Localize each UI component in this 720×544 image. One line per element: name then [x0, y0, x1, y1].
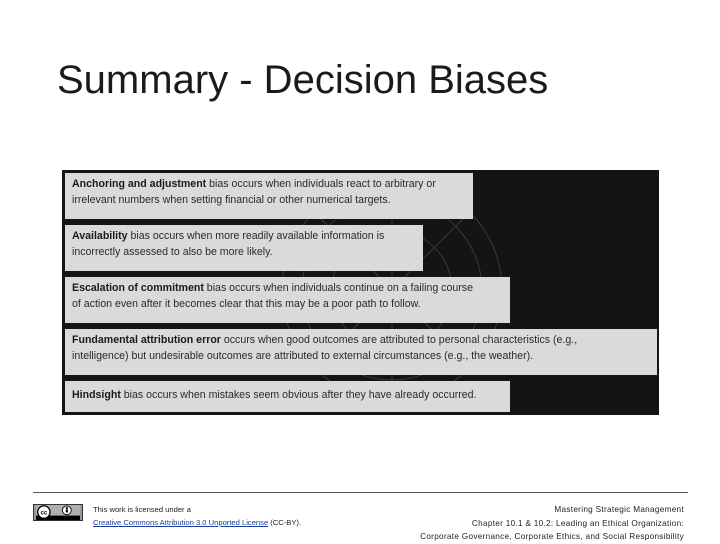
- bias-term: Escalation of commitment: [72, 282, 204, 294]
- bias-availability: [65, 225, 423, 271]
- license-prefix: This work is licensed under a: [93, 505, 191, 514]
- bias-hindsight: [65, 381, 510, 412]
- footer-divider: [33, 492, 688, 493]
- bias-description-line1: bias occurs when mistakes seem obvious after they have already occurred.: [120, 389, 477, 401]
- chapter-subtitle: Corporate Governance, Corporate Ethics, and Social Responsibility: [420, 532, 684, 541]
- bias-description-line1: bias occurs when individuals continue on a failing course: [203, 282, 473, 294]
- bias-description-line1: occurs when good outcomes are attributed to personal characteristics (e.g.,: [220, 334, 578, 346]
- bias-summary-panel: [62, 170, 659, 415]
- slide-title: Summary - Decision Biases: [57, 58, 549, 102]
- bias-description-line2: intelligence) but undesirable outcomes are attributed to external circumstances (e.g., the weather).: [72, 350, 534, 362]
- svg-text:cc: cc: [40, 509, 48, 517]
- bias-term: Hindsight: [72, 389, 121, 401]
- bias-fundamental-attribution-error: [65, 329, 657, 375]
- bias-escalation-of-commitment: [65, 277, 510, 323]
- bias-description-line2: of action even after it becomes clear that this may be a poor path to follow.: [72, 298, 421, 310]
- bias-anchoring-and-adjustment: [65, 173, 473, 219]
- book-title: Mastering Strategic Management: [554, 505, 684, 514]
- bias-term: Fundamental attribution error: [72, 334, 221, 346]
- bias-description-line2: incorrectly assessed to also be more likely.: [72, 246, 273, 258]
- chapter-credit: [420, 503, 684, 544]
- bias-term: Availability: [72, 230, 128, 242]
- creative-commons-cc-by-icon[interactable]: [33, 504, 83, 521]
- bias-description-line2: irrelevant numbers when setting financial or other numerical targets.: [72, 194, 391, 206]
- license-link[interactable]: Creative Commons Attribution 3.0 Unported License: [93, 518, 269, 527]
- bias-description-line1: bias occurs when individuals react to arbitrary or: [206, 178, 436, 190]
- chapter-title: Chapter 10.1 & 10.2: Leading an Ethical Organization:: [471, 518, 684, 528]
- bias-term: Anchoring and adjustment: [72, 178, 207, 190]
- license-notice: [93, 503, 301, 529]
- license-suffix: (CC-BY).: [268, 518, 302, 527]
- bias-description-line1: bias occurs when more readily available information is: [127, 230, 385, 242]
